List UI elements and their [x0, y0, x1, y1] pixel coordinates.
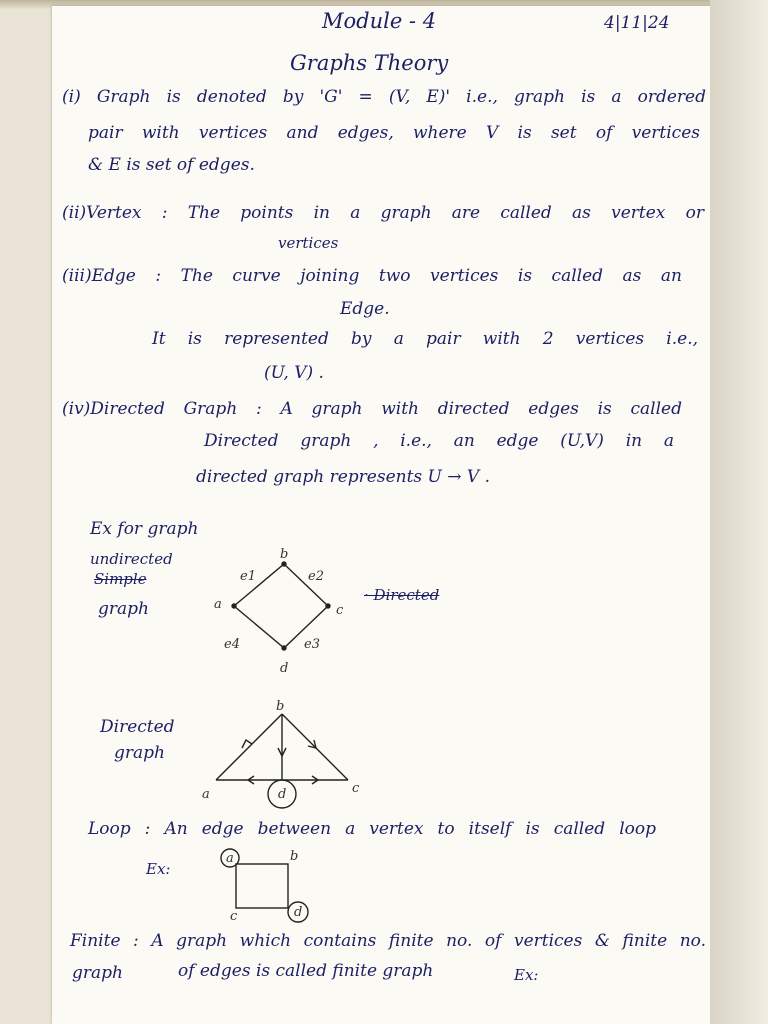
graph-def-line2: pair with vertices and edges, where V is set of vertices [88, 123, 700, 143]
edge-def-line3: It is represented by a pair with 2 vertices i.e., [152, 329, 698, 349]
section-title: Graphs Theory [290, 51, 449, 75]
vertex-d-label: d [294, 905, 303, 920]
edge-e3-label: e3 [304, 637, 320, 652]
vertex-c-label: c [352, 781, 360, 796]
label-undirected: undirected [90, 550, 173, 568]
vertex-d-dot [282, 646, 286, 650]
edge-e2-label: e2 [308, 569, 324, 584]
loop-ex-label: Ex: [146, 860, 171, 878]
finite-def-line2a: graph [72, 963, 123, 983]
page-edge [710, 0, 768, 1024]
vertex-c-dot [326, 604, 330, 608]
arrow-ab [242, 740, 252, 748]
edge-def-line4: (U, V) . [264, 363, 324, 383]
vertex-def-line2: vertices [278, 234, 339, 252]
date: 4|11|24 [604, 13, 670, 33]
directed-graph-diagram [196, 696, 376, 826]
vertex-b-label: b [276, 699, 285, 714]
edge-e1-label: e1 [240, 569, 256, 584]
directed-def-line1: (iv)Directed Graph : A graph with directed edges is called [62, 399, 682, 419]
finite-ex-label: Ex: [514, 966, 539, 984]
directed-def-line2: Directed graph , i.e., an edge (U,V) in a [204, 431, 674, 451]
vertex-c-label: c [336, 603, 344, 618]
side-note-directed: · Directed [364, 586, 440, 604]
vertex-b-label: b [290, 849, 299, 864]
graph-def-line1: (i) Graph is denoted by 'G' = (V, E)' i.e., graph is a ordered [62, 87, 706, 107]
vertex-d-label: d [278, 787, 287, 802]
loop-def-line1: Loop : An edge between a vertex to itself is called loop [88, 819, 656, 839]
edge-b-c [282, 714, 348, 780]
vertex-b-dot [282, 562, 286, 566]
vertex-a-label: a [214, 597, 222, 612]
loop-diagram [212, 840, 322, 930]
vertex-d-label: d [280, 661, 289, 676]
vertex-c-label: c [230, 909, 238, 924]
edge-def-line2: Edge. [340, 299, 390, 319]
directed-label-line2: graph [114, 743, 165, 763]
edge-b-a [216, 714, 282, 780]
vertex-a-label: a [202, 787, 210, 802]
example-heading: Ex for graph [90, 519, 199, 539]
directed-label-line1: Directed [100, 717, 175, 737]
square-edges [236, 864, 288, 908]
vertex-def-line1: (ii)Vertex : The points in a graph are called as vertex or [62, 203, 704, 223]
undirected-graph-diagram [200, 540, 360, 690]
edge-def-line1: (iii)Edge : The curve joining two vertices is called as an [62, 266, 682, 286]
module-title: Module - 4 [322, 9, 437, 33]
finite-def-line1: Finite : A graph which contains finite no. of vertices & finite no. [70, 931, 706, 951]
vertex-b-label: b [280, 547, 289, 562]
label-simple-struck: Simple [94, 570, 147, 588]
finite-def-line2b: of edges is called finite graph [178, 961, 434, 981]
graph-def-line3: & E is set of edges. [88, 155, 255, 175]
directed-def-line3: directed graph represents U → V . [196, 467, 490, 487]
vertex-a-label: a [226, 851, 234, 866]
label-graph: graph [98, 599, 149, 619]
vertex-a-dot [232, 604, 236, 608]
edge-e4-label: e4 [224, 637, 240, 652]
